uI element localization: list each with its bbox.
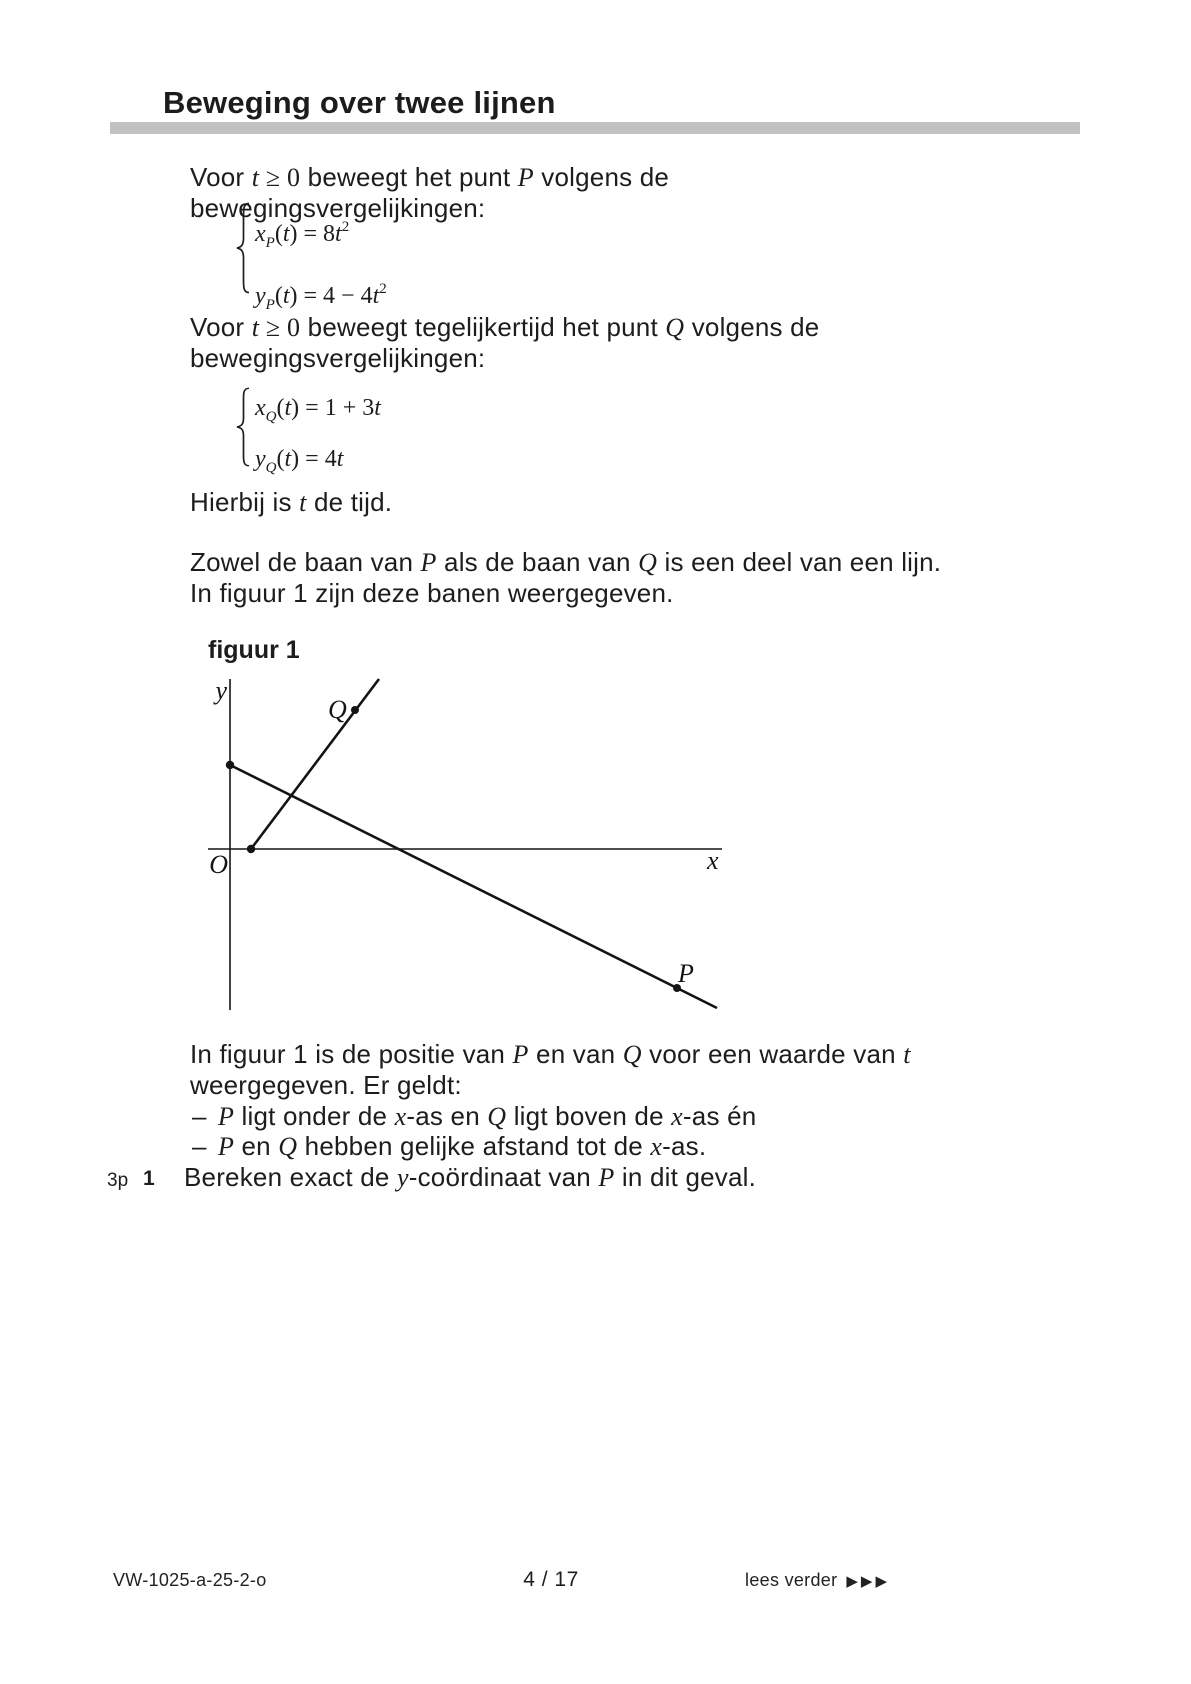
math-seg: 2	[379, 281, 387, 297]
math-geq-0: ≥ 0	[259, 163, 301, 192]
page-title: Beweging over twee lijnen	[163, 85, 556, 120]
math-seg: t	[282, 221, 290, 247]
text-seg: volgens de bewegingsvergelijkingen:	[190, 162, 670, 223]
path-line-q	[251, 679, 379, 849]
text-seg: de tijd.	[306, 487, 393, 517]
math-seg: 2	[341, 219, 350, 235]
text-seg: beweegt tegelijkertijd het punt	[300, 312, 666, 342]
math-var-P: P	[218, 1132, 235, 1161]
math-seg: t	[374, 395, 381, 421]
text-seg: Voor	[190, 162, 252, 192]
paragraph-intro-q	[190, 312, 970, 373]
dot-point-q	[351, 706, 359, 714]
text-seg: -coördinaat van	[408, 1162, 599, 1192]
math-seg: t	[284, 395, 292, 421]
paragraph-tijd	[190, 487, 392, 518]
math-seg: t	[282, 283, 290, 309]
figure-label: figuur 1	[208, 636, 300, 664]
math-seg: ) = 8	[289, 221, 336, 247]
math-seg: t	[335, 221, 342, 247]
math-seg: (	[274, 221, 283, 247]
dot-p-start	[226, 761, 234, 769]
text-seg: in dit geval.	[614, 1162, 757, 1192]
text-seg: In figuur 1 is de positie van	[190, 1039, 513, 1069]
math-seg: (	[276, 446, 285, 472]
text-seg: ligt boven de	[506, 1101, 672, 1131]
math-seg: ) = 4 − 4	[289, 283, 373, 309]
math-seg: Q	[265, 460, 277, 476]
footer-lees-verder	[745, 1570, 890, 1591]
x-axis-label: x	[707, 846, 719, 875]
math-seg: P	[265, 235, 275, 251]
math-var-P: P	[517, 163, 534, 192]
math-var-t: t	[251, 163, 260, 192]
equation-system-p	[236, 202, 387, 313]
math-var-t: t	[251, 313, 260, 342]
paragraph-banen	[190, 547, 980, 608]
math-seg: y	[255, 283, 266, 309]
list-item-1	[192, 1101, 992, 1132]
text-seg: en van	[528, 1039, 623, 1069]
y-axis-label: y	[215, 676, 227, 705]
math-var-x: x	[671, 1102, 683, 1131]
footer-exam-code: VW-1025-a-25-2-o	[113, 1570, 267, 1590]
math-var-t: t	[903, 1040, 911, 1069]
text-seg: voor een waarde van	[641, 1039, 904, 1069]
math-seg: (	[274, 283, 283, 309]
list-item-2	[192, 1131, 992, 1162]
text-seg: bewegingsvergelijkingen:	[190, 343, 486, 373]
math-seg: Q	[265, 409, 277, 425]
equation-xp	[255, 204, 387, 266]
math-seg: t	[336, 446, 344, 472]
math-seg: x	[255, 221, 266, 247]
text-seg: beweegt het punt	[300, 162, 518, 192]
math-var-P: P	[420, 548, 437, 577]
text-seg: Zowel de baan van	[190, 547, 421, 577]
dot-q-start	[247, 845, 255, 853]
equation-system-q	[236, 387, 381, 476]
curly-brace	[236, 202, 251, 294]
footer-page-number: 4 / 17	[523, 1568, 579, 1591]
text-seg: en	[234, 1131, 279, 1161]
math-seg: (	[276, 395, 285, 421]
equation-yq	[255, 438, 381, 489]
curly-brace	[236, 387, 251, 467]
text-seg: weergegeven. Er geldt:	[190, 1070, 462, 1100]
math-seg: P	[265, 297, 275, 313]
text-seg: hebben gelijke afstand tot de	[297, 1131, 651, 1161]
list-dash: –	[192, 1131, 207, 1161]
text-seg: Hierbij is	[190, 487, 300, 517]
text-seg: volgens de	[684, 312, 820, 342]
math-geq-0: ≥ 0	[259, 313, 301, 342]
math-var-P: P	[218, 1102, 235, 1131]
math-var-P: P	[598, 1163, 615, 1192]
figure-1	[180, 620, 740, 1020]
text-seg: ligt onder de	[234, 1101, 395, 1131]
point-p-label: P	[678, 959, 694, 988]
question-points-badge: 3p	[107, 1170, 129, 1191]
math-seg: t	[284, 446, 292, 472]
math-seg: ) = 4	[291, 446, 337, 472]
math-var-Q: Q	[665, 313, 685, 342]
text-seg: -as en	[406, 1101, 488, 1131]
math-var-Q: Q	[638, 548, 658, 577]
point-q-label: Q	[328, 695, 347, 724]
math-seg: x	[255, 395, 266, 421]
question-text	[184, 1162, 984, 1193]
math-var-Q: Q	[622, 1040, 642, 1069]
math-var-P: P	[512, 1040, 529, 1069]
math-seg: y	[255, 446, 266, 472]
text-seg: is een deel van een lijn.	[657, 547, 942, 577]
math-var-y: y	[396, 1163, 409, 1192]
question-number: 1	[143, 1167, 155, 1190]
title-rule	[110, 122, 1080, 134]
equation-xq	[255, 387, 381, 438]
origin-label: O	[209, 850, 228, 879]
paragraph-positie	[190, 1039, 990, 1100]
math-var-x: x	[650, 1132, 663, 1161]
text-seg: -as én	[682, 1101, 757, 1131]
text-seg: Bereken exact de	[184, 1162, 397, 1192]
text-seg: als de baan van	[436, 547, 639, 577]
text-seg: In figuur 1 zijn deze banen weergegeven.	[190, 578, 674, 608]
math-var-Q: Q	[487, 1102, 507, 1131]
path-line-p	[230, 765, 717, 1008]
text-seg: -as.	[662, 1131, 707, 1161]
next-page-arrows-icon: ▶▶▶	[846, 1572, 890, 1590]
math-var-t: t	[299, 488, 307, 517]
list-dash: –	[192, 1101, 207, 1131]
math-seg: ) = 1 + 3	[291, 395, 375, 421]
text-seg: lees verder	[745, 1570, 838, 1590]
math-seg: t	[372, 283, 380, 309]
math-var-x: x	[394, 1102, 407, 1131]
text-seg: Voor	[190, 312, 252, 342]
math-var-Q: Q	[278, 1132, 298, 1161]
